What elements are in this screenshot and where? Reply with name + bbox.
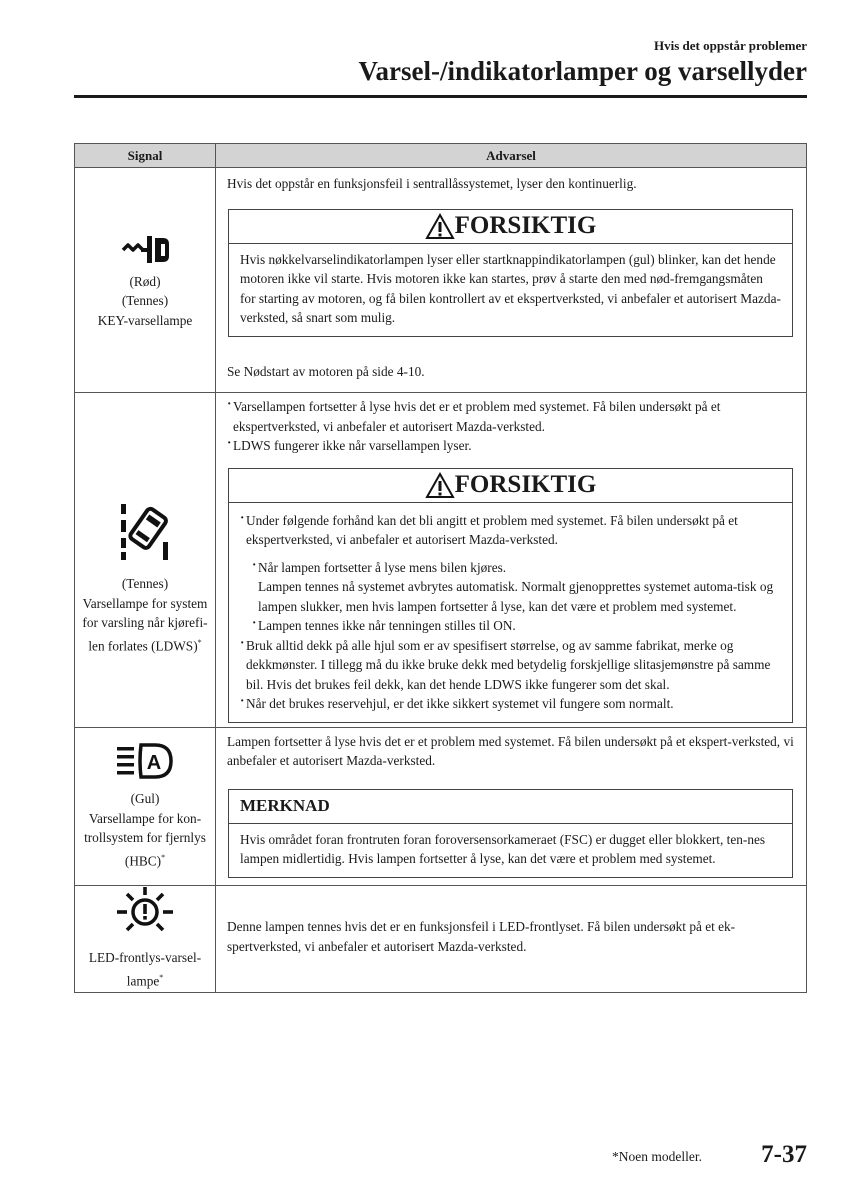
signal-color: (Rød) [129, 273, 161, 289]
led-headlight-warning-icon [115, 886, 175, 936]
key-lock-icon [119, 232, 171, 266]
footnote: *Noen modeller. [612, 1149, 702, 1164]
table-row [75, 168, 807, 393]
signal-cell [75, 168, 216, 393]
page-number: 7-37 [761, 1141, 807, 1168]
warning-intro: Denne lampen tennes hvis det er en funksjonsfeil i LED-frontlyset. Få bilen undersøkt på et ek-spertverksted, vi anbefaler et autorisert Mazda-verksted. [227, 919, 736, 954]
footnote-mark: * [197, 637, 202, 647]
note-text: Hvis området foran frontruten foran foroversensorkameraet (FSC) er dugget eller blokkert, ten-nes lampen midlertidig. Hvis lampen fortsetter å lyse, kan det være et problem med systemet. [240, 831, 766, 866]
signal-color: (Gul) [130, 791, 160, 807]
table-header-row [75, 144, 807, 168]
table-row [75, 727, 807, 885]
warning-outro: Se Nødstart av motoren på side 4-10. [227, 363, 425, 379]
caution-bullet: · Under følgende forhånd kan det bli angitt et problem med systemet. Få bilen undersøkt på et ekspertverksted, vi anbefaler et autorisert Mazda-verksted. [240, 511, 781, 550]
warning-cell [216, 393, 807, 728]
signal-name: LED-frontlys-varsel-lampe [88, 950, 202, 989]
signal-name: KEY-varsellampe [97, 312, 193, 328]
warning-intro: Hvis det oppstår en funksjonsfeil i sentrallåssystemet, lyser den kontinuerlig. [227, 176, 637, 191]
caution-sub-bullet: · Lampen tennes ikke når tenningen stilles til ON. [252, 616, 781, 636]
signal-name: Varsellampe for kon-trollsystem for fjernlys (HBC) [84, 810, 206, 869]
caution-header [229, 210, 792, 244]
caution-box [228, 468, 793, 723]
col-signal: Signal [75, 144, 216, 168]
warning-cell [216, 168, 807, 393]
signal-state: (Tennes) [121, 576, 169, 592]
footnote-mark: * [159, 972, 164, 982]
caution-title: FORSIKTIG [454, 471, 597, 499]
footnote-mark: * [161, 852, 166, 862]
caution-title: FORSIKTIG [454, 212, 597, 240]
signal-name: Varsellampe for system for varsling når kjørefi-len forlates (LDWS) [82, 595, 208, 653]
lane-departure-icon [115, 502, 175, 562]
caution-text: Hvis nøkkelvarselindikatorlampen lyser eller startknappindikatorlampen (gul) blinker, kan det hende motoren ikke vil starte. Hvis motoren ikke kan startes, prøv å starte den med nød-fremgangsmåten for starting av motoren, og få bilen kontrollert av et ekspertverksted, vi anbefaler et autorisert Mazda-verksted, så snart som mulig. [240, 251, 781, 325]
warning-cell [216, 885, 807, 992]
table-row [75, 393, 807, 728]
signal-cell [75, 727, 216, 885]
note-title: MERKNAD [229, 790, 792, 824]
warning-intro: Lampen fortsetter å lyse hvis det er et problem med systemet. Få bilen undersøkt på et ekspert-verksted, vi anbefaler et autorisert Mazda-verksted. [227, 733, 794, 768]
warning-table [74, 143, 807, 993]
caution-sub-text: Lampen tennes nå systemet avbrytes automatisk. Normalt gjenopprettes systemet automa-tisk og lampen slukker, men hvis lampen fortsetter å lyse, kan det være et problem med systemet. [258, 579, 774, 614]
high-beam-control-icon [115, 741, 175, 781]
caution-body [229, 503, 792, 722]
caution-bullet: · Når det brukes reservehjul, er det ikke sikkert systemet vil fungere som normalt. [240, 694, 781, 714]
note-box [228, 789, 793, 878]
signal-cell [75, 885, 216, 992]
caution-bullet: · Bruk alltid dekk på alle hjul som er av spesifisert størrelse, og av samme fabrikat, merke og dekkmønster. I tillegg må du ikke bruke dekk med betydelig forskjellige slitasjemønstre på samme bil. Hvis det brukes feil dekk, kan det hende LDWS ikke fungerer som det skal. [240, 636, 781, 695]
table-row [75, 885, 807, 992]
caution-sub-bullet: · Når lampen fortsetter å lyse mens bilen kjøres. [252, 558, 781, 578]
svg-text:A: A [146, 752, 162, 775]
page-title: Varsel-/indikatorlamper og varsellyder [358, 56, 807, 86]
warning-cell [216, 727, 807, 885]
signal-cell [75, 393, 216, 728]
col-warning: Advarsel [216, 144, 807, 168]
title-rule [74, 95, 807, 98]
warning-triangle-icon [425, 472, 455, 499]
caution-header [229, 469, 792, 503]
section-label: Hvis det oppstår problemer [654, 38, 807, 53]
warning-bullet: · LDWS fungerer ikke når varsellampen lyser. [227, 436, 795, 456]
caution-box [228, 209, 793, 337]
warning-triangle-icon [425, 213, 455, 240]
warning-bullet: · Varsellampen fortsetter å lyse hvis det er et problem med systemet. Få bilen undersøkt på et ekspertverksted, vi anbefaler et autorisert Mazda-verksted. [227, 397, 795, 436]
signal-state: (Tennes) [121, 293, 169, 309]
